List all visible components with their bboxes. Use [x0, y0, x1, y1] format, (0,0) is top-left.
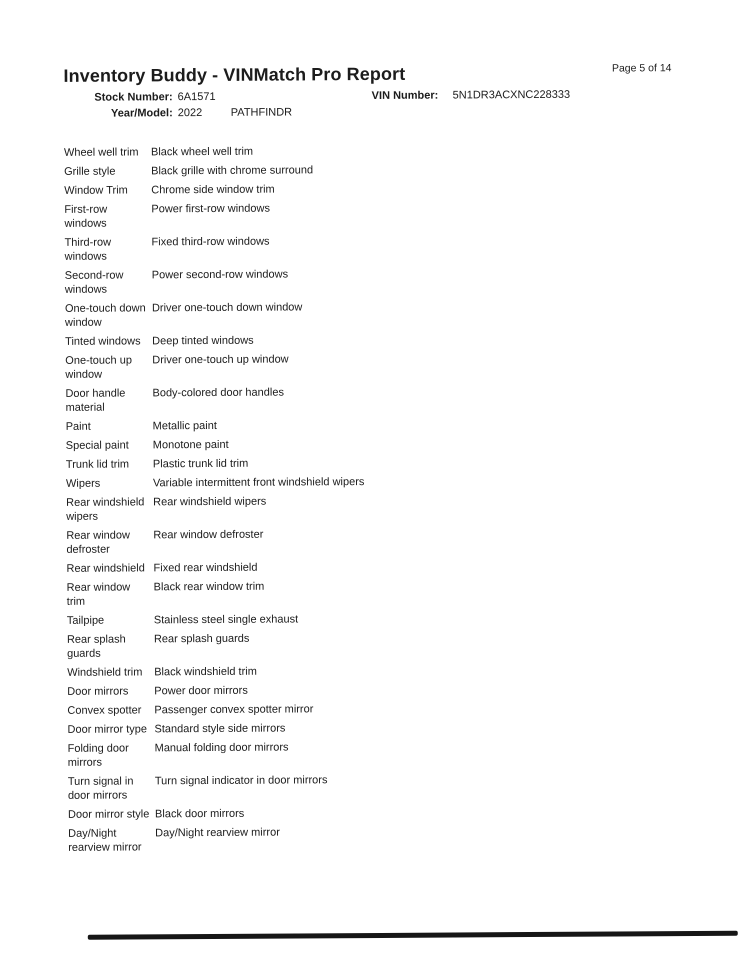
feature-label: Windshield trim [67, 665, 143, 679]
feature-value: Black rear window trim [153, 580, 265, 593]
page-number-indicator: Page 5 of 14 [611, 62, 672, 75]
feature-label: Rear window trim [66, 580, 131, 608]
feature-value: Stainless steel single exhaust [153, 612, 299, 626]
feature-row [64, 196, 676, 233]
feature-row [67, 574, 679, 611]
feature-row [68, 768, 680, 805]
feature-row [65, 262, 677, 299]
feature-label: Tinted windows [65, 334, 141, 348]
feature-value: Driver one-touch down window [151, 300, 303, 314]
feature-value: Power door mirrors [154, 684, 248, 697]
feature-label: Door mirror type [67, 722, 148, 736]
vehicle-meta [64, 87, 676, 127]
feature-row [67, 626, 679, 663]
feature-value: Black door mirrors [154, 807, 245, 820]
feature-label: Rear windshield [66, 561, 145, 575]
feature-value: Power second-row windows [151, 268, 289, 281]
vin-number-label: VIN Number: [371, 89, 439, 102]
feature-label: Grille style [64, 165, 116, 178]
feature-label: Rear window defroster [66, 528, 130, 556]
page-title: Inventory Buddy - VINMatch Pro Report [63, 63, 406, 86]
feature-label: Rear windshield wipers [66, 495, 145, 523]
feature-table [64, 139, 680, 857]
feature-row [68, 735, 680, 772]
feature-row [66, 489, 678, 526]
feature-label: Day/Night rearview mirror [68, 827, 142, 854]
feature-value: Body-colored door handles [152, 386, 284, 399]
feature-value: Monotone paint [152, 438, 229, 451]
year-model-label: Year/Model: [110, 107, 173, 120]
feature-label: Door mirrors [67, 684, 129, 698]
feature-label: First-row windows [64, 203, 108, 230]
feature-label: Paint [65, 420, 91, 433]
feature-label: Door handle material [65, 386, 126, 414]
feature-value: Chrome side window trim [151, 183, 275, 196]
feature-label: Convex spotter [67, 703, 142, 717]
feature-value: Standard style side mirrors [154, 722, 286, 735]
feature-row [66, 522, 678, 559]
feature-value: Metallic paint [152, 419, 217, 432]
feature-label: Turn signal in door mirrors [67, 774, 134, 802]
feature-row [65, 380, 677, 417]
feature-label: Third-row windows [64, 236, 112, 263]
feature-row [65, 347, 677, 384]
feature-value: Black wheel well trim [150, 145, 254, 158]
feature-label: Door mirror style [68, 807, 150, 821]
feature-value: Fixed rear windshield [153, 561, 258, 574]
stock-number-label: Stock Number: [94, 91, 173, 104]
feature-label: Window Trim [64, 183, 128, 197]
feature-value: Fixed third-row windows [151, 235, 270, 248]
feature-value: Black grille with chrome surround [151, 163, 314, 177]
feature-label: Tailpipe [66, 614, 105, 627]
feature-value: Power first-row windows [151, 202, 270, 215]
feature-label: One-touch down window [64, 301, 146, 329]
scan-edge-line [88, 931, 738, 940]
vin-number-value: 5N1DR3ACXNC228333 [452, 88, 571, 102]
feature-label: Wipers [65, 477, 101, 490]
feature-value: Plastic trunk lid trim [152, 457, 249, 470]
feature-label: Trunk lid trim [65, 457, 130, 471]
feature-label: Second-row windows [64, 269, 124, 296]
feature-value: Day/Night rearview mirror [155, 826, 280, 839]
model-value: PATHFINDR [230, 106, 293, 119]
feature-value: Rear window defroster [153, 528, 264, 541]
document-content [63, 60, 680, 857]
feature-label: Folding door mirrors [67, 741, 129, 769]
feature-label: Rear splash guards [66, 633, 126, 660]
feature-value: Passenger convex spotter mirror [154, 702, 314, 716]
stock-number-value: 6A1571 [177, 90, 216, 104]
feature-row [68, 820, 680, 857]
feature-row [64, 229, 676, 266]
report-header [63, 60, 675, 88]
feature-label: Special paint [65, 438, 129, 452]
feature-value: Variable intermittent front windshield wipers [152, 475, 365, 489]
feature-row [65, 295, 677, 332]
feature-value: Deep tinted windows [152, 334, 254, 347]
feature-value: Turn signal indicator in door mirrors [154, 773, 328, 787]
feature-value: Manual folding door mirrors [154, 741, 289, 754]
feature-value: Black windshield trim [154, 665, 257, 678]
feature-value: Driver one-touch up window [152, 353, 289, 366]
feature-label: Wheel well trim [63, 145, 139, 159]
feature-value: Rear windshield wipers [153, 495, 267, 508]
feature-value: Rear splash guards [153, 632, 250, 645]
year-value: 2022 [177, 107, 203, 120]
feature-label: One-touch up window [65, 353, 132, 381]
